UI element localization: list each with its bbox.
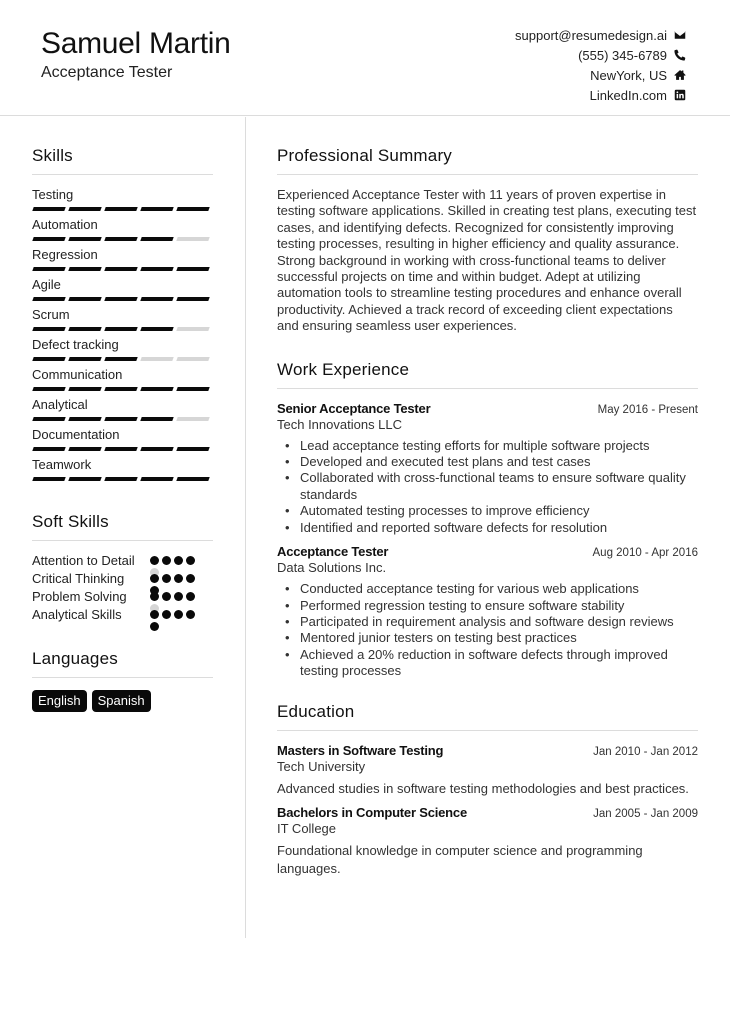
rating-dot-filled	[174, 574, 183, 583]
skill-segment-filled	[140, 207, 173, 211]
responsibility-item: • Performed regression testing to ensure software stability	[285, 598, 698, 614]
skill-segment-filled	[104, 477, 137, 481]
contact-location	[590, 65, 686, 85]
skill-label: Automation	[32, 217, 98, 232]
left-column	[32, 146, 213, 712]
skill-segment-filled	[104, 267, 137, 271]
skill-segment-filled	[140, 267, 173, 271]
skill-segment-filled	[32, 327, 65, 331]
skill-level-bar	[32, 327, 213, 332]
skill-segment-filled	[176, 207, 209, 211]
skill-segment-filled	[176, 387, 209, 391]
summary-section	[277, 146, 698, 335]
skills-list	[32, 187, 213, 482]
skill-label: Regression	[32, 247, 98, 262]
contact-email[interactable]	[515, 25, 686, 45]
job-title: Senior Acceptance Tester	[277, 400, 431, 416]
education-description: Foundational knowledge in computer science and programming languages.	[277, 843, 643, 876]
skill-segment-empty	[176, 327, 209, 331]
skill-label: Communication	[32, 367, 123, 382]
skill-level-bar	[32, 387, 213, 392]
column-divider	[245, 117, 246, 938]
entry-header	[277, 743, 698, 758]
company-name: Tech Innovations LLC	[277, 416, 403, 432]
soft-skill-item	[32, 553, 213, 569]
home-icon	[673, 69, 686, 82]
entry-header	[277, 401, 698, 416]
degree-name: Masters in Software Testing	[277, 742, 444, 758]
skill-segment-filled	[32, 237, 65, 241]
skill-level-bar	[32, 267, 213, 272]
skills-section	[32, 146, 213, 482]
skill-segment-empty	[176, 357, 209, 361]
skill-item	[32, 337, 213, 362]
soft-skill-item	[32, 571, 213, 587]
skill-segment-filled	[68, 327, 101, 331]
skill-item	[32, 247, 213, 272]
school-name: Tech University	[277, 758, 366, 774]
skill-item	[32, 457, 213, 482]
right-column	[277, 146, 698, 885]
experience-list	[277, 401, 698, 680]
experience-entry	[277, 401, 698, 536]
responsibility-item: • Mentored junior testers on testing best practices	[285, 630, 698, 646]
skill-segment-filled	[140, 477, 173, 481]
skill-segment-filled	[68, 447, 101, 451]
experience-heading: Work Experience	[277, 360, 698, 389]
skill-label: Analytical	[32, 397, 88, 412]
language-badge: Spanish	[92, 690, 151, 712]
skill-label: Scrum	[32, 307, 70, 322]
skill-segment-empty	[176, 237, 209, 241]
entry-header	[277, 544, 698, 559]
soft-skill-rating	[150, 589, 206, 605]
responsibility-item: • Identified and reported software defects for resolution	[285, 520, 698, 536]
responsibility-item: • Automated testing processes to improve efficiency	[285, 503, 698, 519]
job-title: Acceptance Tester	[277, 544, 389, 560]
skill-segment-filled	[32, 207, 65, 211]
education-heading: Education	[277, 702, 698, 731]
soft-skills-heading: Soft Skills	[32, 512, 213, 541]
rating-dot-filled	[174, 592, 183, 601]
skill-item	[32, 217, 213, 242]
job-dates: Aug 2010 - Apr 2016	[592, 547, 698, 560]
education-entry	[277, 743, 698, 798]
job-dates: May 2016 - Present	[597, 403, 698, 416]
experience-section	[277, 360, 698, 680]
contact-phone[interactable]	[578, 45, 686, 65]
rating-dot-filled	[150, 622, 159, 631]
skill-segment-empty	[176, 417, 209, 421]
education-section	[277, 702, 698, 878]
rating-dot-filled	[162, 574, 171, 583]
skill-segment-filled	[68, 267, 101, 271]
skill-segment-filled	[32, 297, 65, 301]
candidate-title: Acceptance Tester	[41, 64, 173, 81]
skill-item	[32, 397, 213, 422]
rating-dot-filled	[186, 574, 195, 583]
linkedin-icon	[673, 89, 686, 102]
entry-header	[277, 805, 698, 820]
soft-skill-rating	[150, 607, 206, 623]
rating-dot-filled	[162, 556, 171, 565]
skill-segment-filled	[140, 237, 173, 241]
school-name: IT College	[277, 821, 337, 837]
skill-segment-filled	[104, 387, 137, 391]
skill-segment-filled	[68, 387, 101, 391]
rating-dot-filled	[174, 610, 183, 619]
resume-header	[0, 0, 730, 116]
responsibility-item: • Conducted acceptance testing for various web applications	[285, 581, 698, 597]
responsibility-item: • Achieved a 20% reduction in software defects through improved testing processes	[285, 647, 698, 680]
skill-label: Teamwork	[32, 457, 92, 472]
phone-icon	[673, 49, 686, 62]
skill-segment-filled	[140, 297, 173, 301]
skill-segment-filled	[104, 357, 137, 361]
contact-email-text: support@resumedesign.ai	[515, 27, 667, 43]
contact-linkedin[interactable]	[590, 85, 686, 105]
skill-item	[32, 427, 213, 452]
skill-segment-filled	[32, 357, 65, 361]
skill-segment-filled	[32, 387, 65, 391]
rating-dot-filled	[186, 610, 195, 619]
skill-item	[32, 367, 213, 392]
soft-skill-label: Problem Solving	[32, 589, 127, 604]
skill-level-bar	[32, 477, 213, 482]
skill-segment-filled	[104, 327, 137, 331]
skill-segment-filled	[104, 207, 137, 211]
soft-skill-item	[32, 607, 213, 623]
experience-entry	[277, 544, 698, 679]
responsibility-item: • Lead acceptance testing efforts for multiple software projects	[285, 438, 698, 454]
envelope-icon	[673, 29, 686, 42]
skill-level-bar	[32, 297, 213, 302]
skill-level-bar	[32, 237, 213, 242]
skill-segment-filled	[104, 237, 137, 241]
rating-dot-filled	[150, 556, 159, 565]
skill-segment-filled	[68, 237, 101, 241]
degree-name: Bachelors in Computer Science	[277, 805, 467, 821]
responsibility-item: • Participated in requirement analysis and software design reviews	[285, 614, 698, 630]
soft-skill-item	[32, 589, 213, 605]
skill-level-bar	[32, 357, 213, 362]
skill-segment-filled	[104, 417, 137, 421]
skill-segment-filled	[68, 297, 101, 301]
skill-segment-filled	[32, 477, 65, 481]
skill-label: Defect tracking	[32, 337, 119, 352]
education-description: Advanced studies in software testing methodologies and best practices.	[277, 780, 689, 796]
skill-level-bar	[32, 207, 213, 212]
soft-skills-list	[32, 553, 213, 623]
rating-dot-filled	[186, 592, 195, 601]
education-dates: Jan 2005 - Jan 2009	[593, 808, 698, 821]
skill-segment-filled	[104, 447, 137, 451]
language-badge: English	[32, 690, 87, 712]
skill-item	[32, 277, 213, 302]
skill-segment-filled	[140, 417, 173, 421]
skill-segment-filled	[140, 327, 173, 331]
skill-segment-filled	[68, 207, 101, 211]
summary-heading: Professional Summary	[277, 146, 698, 175]
skill-segment-filled	[140, 447, 173, 451]
skill-item	[32, 187, 213, 212]
rating-dot-filled	[150, 574, 159, 583]
rating-dot-filled	[186, 556, 195, 565]
skill-segment-filled	[68, 357, 101, 361]
skill-label: Agile	[32, 277, 61, 292]
skill-item	[32, 307, 213, 332]
soft-skill-rating	[150, 553, 206, 569]
rating-dot-filled	[162, 610, 171, 619]
summary-text: Experienced Acceptance Tester with 11 years of proven expertise in testing software applications. Skilled in creating test plans, executing test cases, and identifying defects. Recognized for consistently improving testing processes, resulting in higher efficiency and quality assurance. Strong background in working with cross-functional teams to deliver successful projects on time and within budget. Adept at utilizing automation tools to streamline testing procedures and enhance overall productivity. Achieved a track record of exceeding client expectations and ensuring seamless user experiences.	[277, 187, 697, 334]
education-entry	[277, 805, 698, 877]
skill-segment-filled	[104, 297, 137, 301]
contact-location-text: NewYork, US	[590, 67, 667, 83]
skill-label: Testing	[32, 187, 74, 202]
contact-phone-text: (555) 345-6789	[578, 47, 667, 63]
rating-dot-filled	[162, 592, 171, 601]
skill-segment-filled	[32, 417, 65, 421]
languages-section	[32, 649, 213, 712]
skill-label: Documentation	[32, 427, 120, 442]
education-list	[277, 743, 698, 878]
skill-segment-filled	[176, 267, 209, 271]
soft-skills-section	[32, 512, 213, 623]
languages-heading: Languages	[32, 649, 213, 678]
education-dates: Jan 2010 - Jan 2012	[593, 745, 698, 758]
soft-skill-label: Attention to Detail	[32, 553, 135, 568]
skill-segment-filled	[176, 477, 209, 481]
soft-skill-rating	[150, 571, 206, 587]
skills-heading: Skills	[32, 146, 213, 175]
responsibility-item: • Collaborated with cross-functional teams to ensure software quality standards	[285, 470, 698, 503]
skill-segment-filled	[68, 477, 101, 481]
rating-dot-filled	[174, 556, 183, 565]
company-name: Data Solutions Inc.	[277, 560, 387, 576]
rating-dot-filled	[150, 592, 159, 601]
skill-segment-filled	[32, 447, 65, 451]
skill-segment-filled	[176, 297, 209, 301]
contact-info	[515, 25, 686, 105]
skill-segment-filled	[68, 417, 101, 421]
skill-segment-empty	[140, 357, 173, 361]
contact-linkedin-text: LinkedIn.com	[589, 87, 667, 103]
responsibility-list	[277, 581, 698, 679]
languages-list	[32, 690, 213, 712]
soft-skill-label: Critical Thinking	[32, 571, 125, 586]
soft-skill-label: Analytical Skills	[32, 607, 122, 622]
responsibility-item: • Developed and executed test plans and test cases	[285, 454, 698, 470]
skill-segment-filled	[176, 447, 209, 451]
responsibility-list	[277, 438, 698, 536]
skill-segment-filled	[140, 387, 173, 391]
candidate-name: Samuel Martin	[41, 27, 231, 60]
skill-level-bar	[32, 447, 213, 452]
rating-dot-filled	[150, 610, 159, 619]
skill-level-bar	[32, 417, 213, 422]
skill-segment-filled	[32, 267, 65, 271]
